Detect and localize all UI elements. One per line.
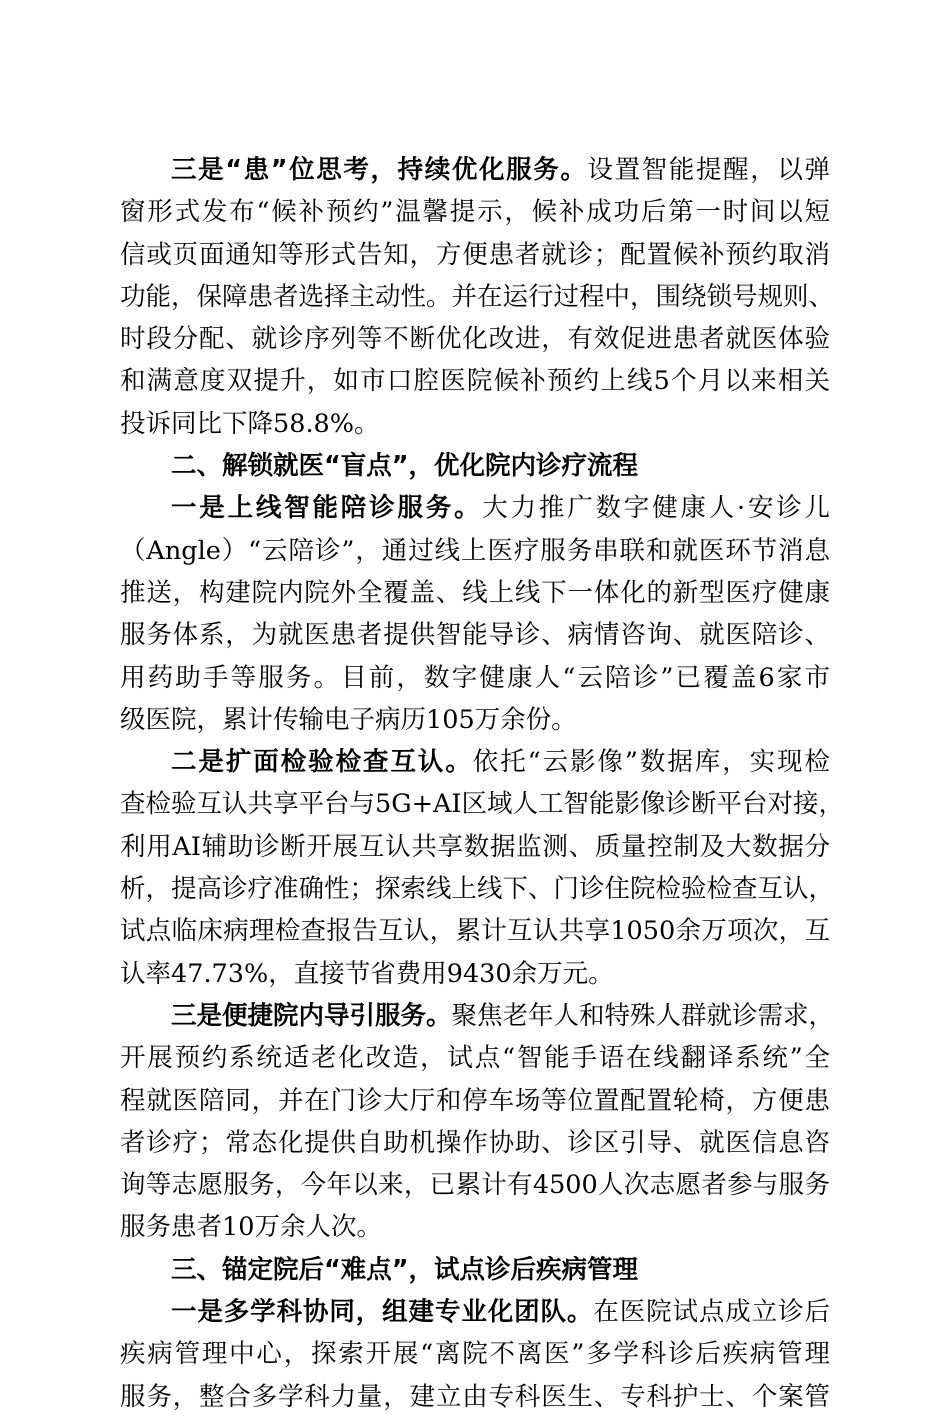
paragraph-line: 认率47.73%，直接节省费用9430余万元。 <box>120 958 614 989</box>
paragraph-lead: 三是便捷院内导引服务。 <box>171 1000 452 1031</box>
paragraph-text: 在医院试点成立诊后 <box>593 1297 830 1328</box>
paragraph-line: （Angle）“云陪诊”，通过线上医疗服务串联和就医环节消息 <box>120 535 830 566</box>
paragraph-line: 时段分配、就诊序列等不断优化改进，有效促进患者就医体验 <box>120 324 830 355</box>
paragraph-line: 信或页面通知等形式告知，方便患者就诊；配置候补预约取消 <box>120 239 830 270</box>
paragraph-lead: 二是扩面检验检查互认。 <box>171 747 473 778</box>
paragraph-line: 推送，构建院内院外全覆盖、线上线下一体化的新型医疗健康 <box>120 577 830 608</box>
paragraph-line: 询等志愿服务，今年以来，已累计有4500人次志愿者参与服务 <box>120 1170 830 1201</box>
paragraph-line: 窗形式发布“候补预约”温馨提示，候补成功后第一时间以短 <box>120 197 830 228</box>
paragraph-line: 者诊疗；常态化提供自助机操作协助、诊区引导、就医信息咨 <box>120 1127 830 1158</box>
paragraph-text: 设置智能提醒，以弹 <box>587 155 830 185</box>
paragraph-line: 查检验互认共享平台与5G+AI区域人工智能影像诊断平台对接， <box>120 789 844 820</box>
document-body <box>120 149 844 1418</box>
paragraph-line: 级医院，累计传输电子病历105万余份。 <box>120 704 577 735</box>
paragraph-lead: 三是“患”位思考，持续优化服务。 <box>171 155 588 185</box>
paragraph-line: 用药助手等服务。目前，数字健康人“云陪诊”已覆盖6家市 <box>120 662 830 693</box>
paragraph-line: 和满意度双提升，如市口腔医院候补预约上线5个月以来相关 <box>120 366 830 397</box>
paragraph-line: 服务，整合多学科力量，建立由专科医生、专科护士、个案管 <box>120 1381 830 1412</box>
paragraph-line: 程就医陪同，并在门诊大厅和停车场等位置配置轮椅，方便患 <box>120 1085 830 1116</box>
paragraph-lead: 一是上线智能陪诊服务。 <box>171 493 483 524</box>
paragraph-line: 服务患者10万余人次。 <box>120 1212 382 1243</box>
paragraph-line: 试点临床病理检查报告互认，累计互认共享1050余万项次，互 <box>120 916 830 947</box>
paragraph-line: 析，提高诊疗准确性；探索线上线下、门诊住院检验检查互认， <box>120 874 835 905</box>
paragraph-line: 投诉同比下降58.8%。 <box>120 408 380 439</box>
paragraph-line <box>120 1291 830 1333</box>
paragraph-lead: 一是多学科协同，组建专业化团队。 <box>171 1297 594 1328</box>
paragraph-line: 开展预约系统适老化改造，试点“智能手语在线翻译系统”全 <box>120 1043 830 1074</box>
paragraph-line: 功能，保障患者选择主动性。并在运行过程中，围绕锁号规则、 <box>120 281 835 312</box>
paragraph-line: 利用AI辅助诊断开展互认共享数据监测、质量控制及大数据分 <box>120 831 830 862</box>
section-heading: 二、解锁就医“盲点”，优化院内诊疗流程 <box>171 451 639 482</box>
paragraph-line: 服务体系，为就医患者提供智能导诊、病情咨询、就医陪诊、 <box>120 620 830 651</box>
section-heading: 三、锚定院后“难点”，试点诊后疾病管理 <box>171 1254 639 1285</box>
paragraph-line <box>120 149 830 191</box>
paragraph-text: 聚焦老年人和特殊人群就诊需求， <box>451 1000 835 1031</box>
paragraph-text: 大力推广数字健康人·安诊儿 <box>482 493 830 524</box>
paragraph-line <box>120 487 830 529</box>
paragraph-line <box>120 741 830 783</box>
paragraph-line: 疾病管理中心，探索开展“离院不离医”多学科诊后疾病管理 <box>120 1339 830 1370</box>
paragraph-line <box>120 995 835 1037</box>
paragraph-text: 依托“云影像”数据库，实现检 <box>472 747 830 778</box>
